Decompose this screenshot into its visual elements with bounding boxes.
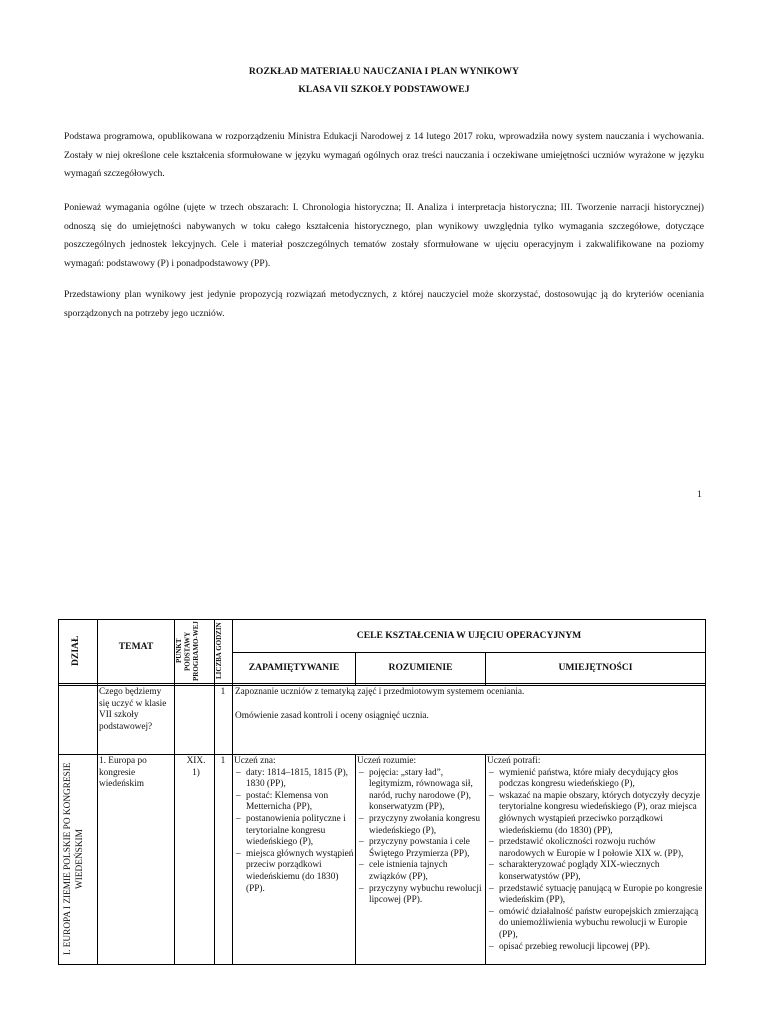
row2-godziny: 1	[220, 756, 226, 766]
umiejetnosci-intro: Uczeń potrafi:	[487, 756, 541, 766]
table-col-line	[355, 754, 356, 965]
list-item: – cele istnienia tajnych związków (PP),	[357, 860, 484, 883]
document-title: ROZKŁAD MATERIAŁU NAUCZANIA I PLAN WYNIKOWY	[248, 66, 520, 77]
list-item: – pojęcia: „stary ład”, legitymizm, równowaga sił, naród, ruchy narodowe (P), konserwatyzm (PP),	[357, 768, 484, 814]
umiejetnosci-list	[487, 768, 703, 954]
row2-punkt: XIX. 1)	[186, 756, 206, 778]
header-rozumienie: ROZUMIENIE	[388, 662, 453, 673]
header-cele-ksztalcenia: CELE KSZTAŁCENIA W UJĘCIU OPERACYJNYM	[356, 630, 582, 641]
table-border-bottom	[58, 964, 706, 965]
table-border-left	[58, 619, 59, 965]
list-item: – postać: Klemensa von Metternicha (PP),	[234, 791, 354, 814]
zapamietywanie-list	[234, 768, 354, 896]
row1-content-line2: Omówienie zasad kontroli i oceny osiągnięć ucznia.	[235, 711, 429, 721]
header-temat: TEMAT	[118, 641, 154, 652]
row1-godziny: 1	[220, 687, 226, 697]
page-number: 1	[697, 489, 702, 500]
list-item: – przedstawić okoliczności rozwoju ruchów narodowych w Europie w I połowie XIX w. (PP),	[487, 837, 703, 860]
list-item: – postanowienia polityczne i terytorialne kongresu wiedeńskiego (P),	[234, 814, 354, 849]
header-liczba-godzin: LICZBA GODZIN	[215, 622, 223, 680]
table-col-line	[97, 619, 98, 965]
table-border-top	[58, 619, 706, 620]
list-item: – przyczyny zwołania kongresu wiedeńskiego (P),	[357, 814, 484, 837]
table-line-row1-bottom	[58, 754, 706, 755]
list-item: – scharakteryzować poglądy XIX-wiecznych konserwatystów (PP),	[487, 860, 703, 883]
curriculum-table	[58, 619, 706, 965]
table-line-header-bottom-double	[58, 685, 706, 686]
paragraph-requirements: Ponieważ wymagania ogólne (ujęte w trzech obszarach: I. Chronologia historyczna; II. Analiza i interpretacja historyczna; III. Tworzenie narracji historycznej) odnoszą się do umiejętności nabywanych w toku całego kształcenia historycznego, plan wynikowy uwzględnia tylko wymagania szczegółowe, dotyczące poszczególnych jednostek lekcyjnych. Cele i materiał poszczególnych tematów zostały sformułowane w ujęciu operacyjnym i zakwalifikowane na poziomy wymagań: podstawowy (P) i ponadpodstawowy (PP).	[64, 202, 704, 269]
rozumienie-intro: Uczeń rozumie:	[357, 756, 417, 766]
header-dzial: DZIAŁ	[70, 635, 81, 667]
header-umiejetnosci: UMIEJĘTNOŚCI	[558, 662, 633, 673]
table-col-line	[485, 754, 486, 965]
header-zapamietywanie: ZAPAMIĘTYWANIE	[248, 662, 340, 673]
row2-umiejetnosci	[487, 756, 703, 953]
row1-content-line1: Zapoznanie uczniów z tematyką zajęć i przedmiotowym systemem oceniania.	[235, 687, 525, 697]
row1-temat: Czego będziemy się uczyć w klasie VII szkoły podstawowej?	[99, 687, 167, 732]
list-item: – wskazać na mapie obszary, których dotyczyły decyzje terytorialne kongresu wiedeńskiego (P), oraz miejsca głównych wystąpień przeciwko porządkowi wiedeńskiemu (do 1830) (PP),	[487, 791, 703, 837]
list-item: – przedstawić sytuację panującą w Europie po kongresie wiedeńskim (PP),	[487, 884, 703, 907]
row2-temat: 1. Europa po kongresie wiedeńskim	[99, 756, 147, 790]
row2-dzial: I. EUROPA I ZIEMIE POLSKIE PO KONGRESIE WIEDEŃSKIM	[63, 762, 85, 956]
row2-rozumienie	[357, 756, 484, 907]
row2-zapamietywanie	[234, 756, 354, 895]
paragraph-intro: Podstawa programowa, opublikowana w rozporządzeniu Ministra Edukacji Narodowej z 14 lutego 2017 roku, wprowadziła nowy system nauczania i wychowania. Zostały w niej określone cele kształcenia sformułowane w języku wymagań ogólnych oraz treści nauczania i oczekiwane umiejętności uczniów wyrażone w języku wymagań szczegółowych.	[64, 131, 704, 179]
table-line-subheader	[232, 652, 706, 653]
list-item: – miejsca głównych wystąpień przeciw porządkowi wiedeńskiemu (do 1830) (PP).	[234, 849, 354, 895]
list-item: – daty: 1814–1815, 1815 (P), 1830 (PP),	[234, 768, 354, 791]
header-punkt-podstawy: PUNKT PODSTAWY PROGRAMO-WEJ	[175, 621, 200, 681]
list-item: – przyczyny powstania i cele Świętego Przymierza (PP),	[357, 837, 484, 860]
table-border-right	[705, 619, 706, 965]
list-item: – wymienić państwa, które miały decydujący głos podczas kongresu wiedeńskiego (P),	[487, 768, 703, 791]
list-item: – przyczyny wybuchu rewolucji lipcowej (PP).	[357, 884, 484, 907]
list-item: – omówić działalność państw europejskich zmierzającą do uniemożliwienia wybuchu rewolucji w Europie (PP),	[487, 907, 703, 942]
zapamietywanie-intro: Uczeń zna:	[234, 756, 276, 766]
rozumienie-list	[357, 768, 484, 907]
document-subtitle: KLASA VII SZKOŁY PODSTAWOWEJ	[298, 84, 470, 95]
table-line-header-bottom	[58, 683, 706, 684]
paragraph-plan: Przedstawiony plan wynikowy jest jedynie propozycją rozwiązań metodycznych, z której nauczyciel może skorzystać, dostosowując ją do kryteriów oceniania sporządzonych na potrzeby jego uczniów.	[64, 289, 704, 319]
list-item: – opisać przebieg rewolucji lipcowej (PP).	[487, 942, 703, 954]
